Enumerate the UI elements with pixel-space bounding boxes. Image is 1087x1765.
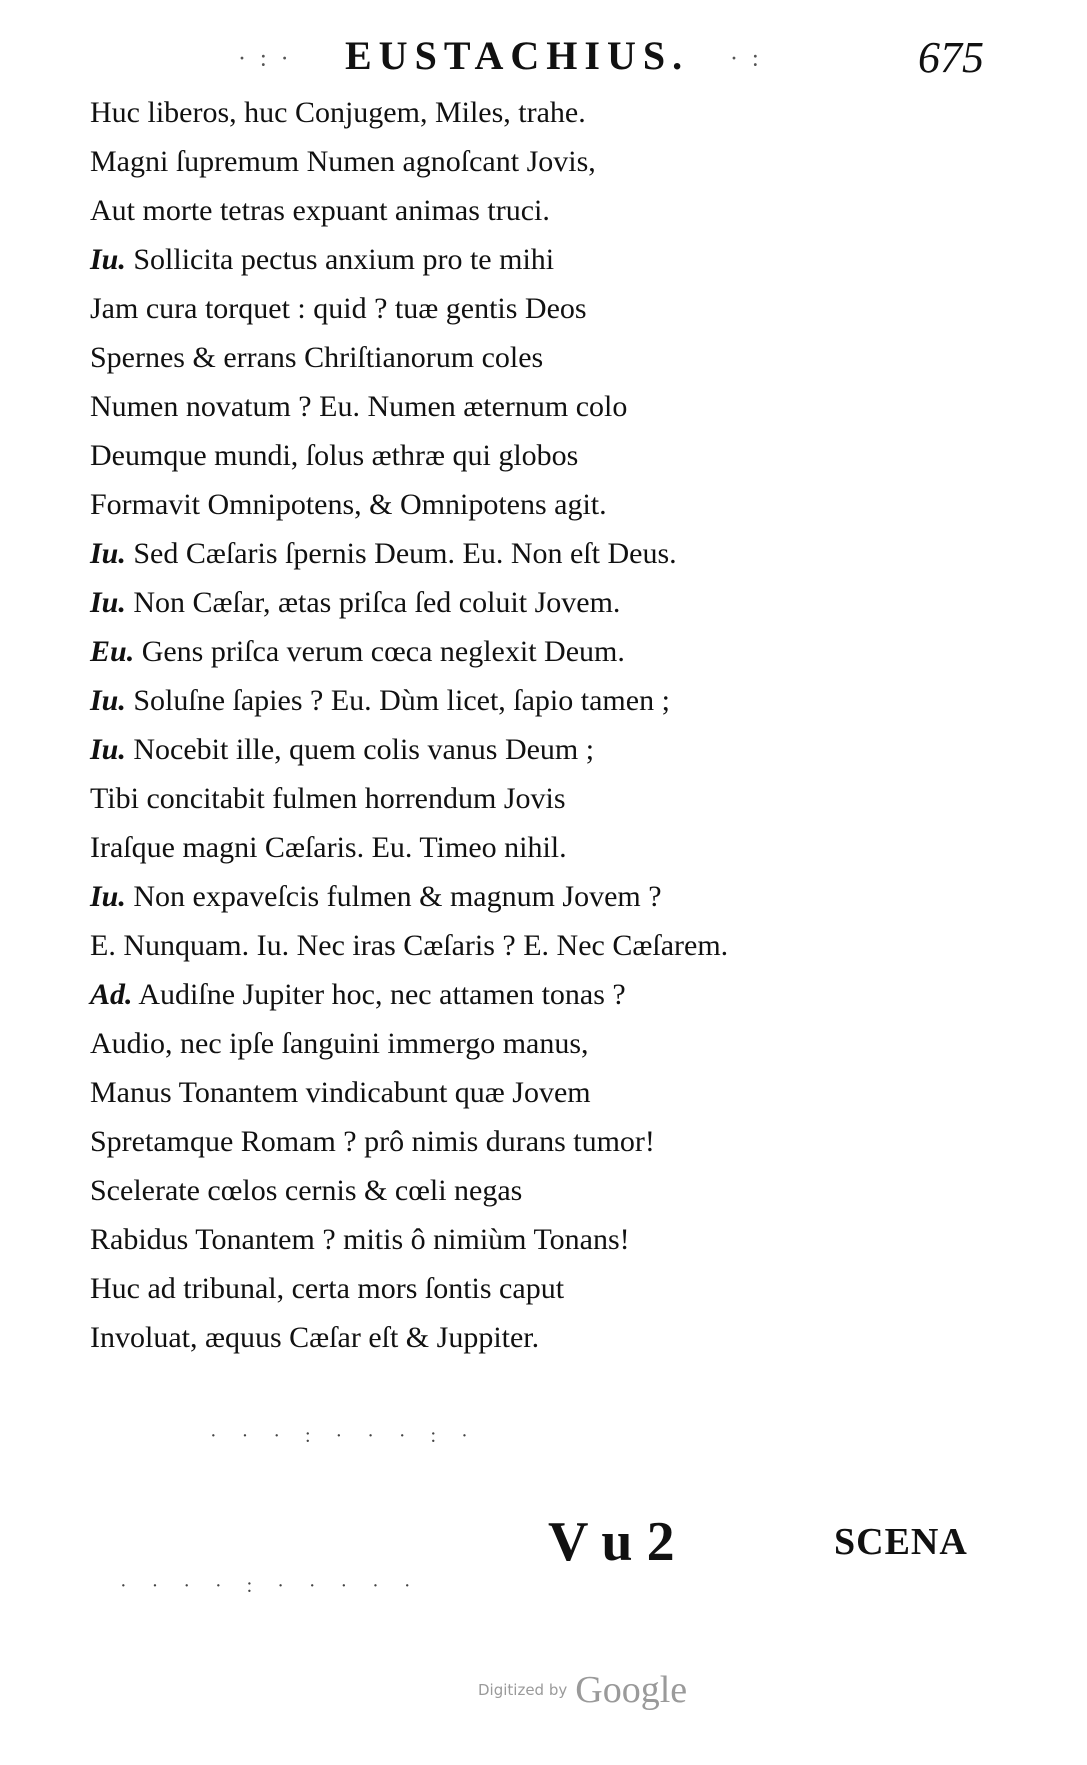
speaker-label: Iu.: [90, 880, 126, 913]
verse-line: [90, 1215, 1010, 1264]
line-text: Involuat, æquus Cæſar eſt & Juppiter.: [90, 1321, 540, 1354]
line-text: Formavit Omnipotens, & Omnipotens agit.: [90, 488, 607, 521]
line-text: Rabidus Tonantem ? mitis ô nimiùm Tonans!: [90, 1223, 630, 1256]
running-head: [0, 22, 1087, 82]
verse-line: [90, 1313, 1010, 1362]
speaker-label: Eu.: [90, 635, 135, 668]
line-text: Spernes & errans Chriſtianorum coles: [90, 341, 544, 374]
verse-text: [90, 88, 1010, 1362]
line-text: Gens priſca verum cœca neglexit Deum.: [141, 635, 625, 668]
line-text: Iraſque magni Cæſaris. Eu. Timeo nihil.: [90, 831, 567, 864]
verse-line: [90, 1166, 1010, 1215]
watermark-prefix: Digitized by: [478, 1681, 568, 1699]
verse-line: [90, 774, 1010, 823]
speaker-label: Iu.: [90, 684, 126, 717]
verse-line: [90, 333, 1010, 382]
speaker-label: Ad.: [90, 978, 133, 1011]
line-text: Audio, nec ipſe ſanguini immergo manus,: [90, 1027, 589, 1060]
line-text: Sollicita pectus anxium pro te mihi: [133, 243, 555, 276]
verse-line: [90, 186, 1010, 235]
line-text: Numen novatum ? Eu. Numen æternum colo: [90, 390, 628, 423]
verse-line: [90, 137, 1010, 186]
line-text: Huc ad tribunal, certa mors ſontis caput: [90, 1272, 565, 1305]
catchword: SCENA: [834, 1521, 968, 1563]
page-number: 675: [918, 33, 984, 82]
watermark-brand-logo: Google: [575, 1669, 688, 1711]
line-text: Spretamque Romam ? prô nimis durans tumor!: [90, 1125, 655, 1158]
verse-line: [90, 1019, 1010, 1068]
verse-line: [90, 382, 1010, 431]
line-text: Jam cura torquet : quid ? tuæ gentis Deos: [90, 292, 587, 325]
print-speckle: · :: [730, 46, 763, 72]
verse-line: [90, 970, 1010, 1019]
verse-line: [90, 725, 1010, 774]
print-speckle: · : ·: [238, 46, 293, 72]
line-text: Huc liberos, huc Conjugem, Miles, trahe.: [90, 96, 586, 129]
line-text: Scelerate cœlos cernis & cœli negas: [90, 1174, 523, 1207]
line-text: E. Nunquam. Iu. Nec iras Cæſaris ? E. Nec Cæſarem.: [90, 929, 729, 962]
verse-line: [90, 823, 1010, 872]
line-text: Aut morte tetras expuant animas truci.: [90, 194, 550, 227]
line-text: Audiſne Jupiter hoc, nec attamen tonas ?: [138, 978, 626, 1011]
running-title: EUSTACHIUS.: [345, 33, 690, 78]
line-text: Manus Tonantem vindicabunt quæ Jovem: [90, 1076, 591, 1109]
verse-line: [90, 88, 1010, 137]
speaker-label: Iu.: [90, 733, 126, 766]
verse-line: [90, 529, 1010, 578]
digitization-watermark: [478, 1668, 687, 1712]
verse-line: [90, 235, 1010, 284]
verse-line: [90, 1117, 1010, 1166]
line-text: Magni ſupremum Numen agnoſcant Jovis,: [90, 145, 596, 178]
page-footer: [0, 1510, 1087, 1580]
verse-line: [90, 1068, 1010, 1117]
line-text: Non Cæſar, ætas priſca ſed coluit Jovem.: [133, 586, 621, 619]
line-text: Nocebit ille, quem colis vanus Deum ;: [133, 733, 595, 766]
verse-line: [90, 872, 1010, 921]
print-speckle: · · · : · · · : ·: [210, 1425, 478, 1447]
verse-line: [90, 431, 1010, 480]
verse-line: [90, 676, 1010, 725]
verse-line: [90, 284, 1010, 333]
signature-mark: V u 2: [548, 1511, 675, 1573]
speaker-label: Iu.: [90, 243, 126, 276]
line-text: Non expaveſcis fulmen & magnum Jovem ?: [133, 880, 662, 913]
line-text: Tibi concitabit fulmen horrendum Jovis: [90, 782, 566, 815]
line-text: Sed Cæſaris ſpernis Deum. Eu. Non eſt Deus.: [133, 537, 677, 570]
speaker-label: Iu.: [90, 586, 126, 619]
verse-line: [90, 480, 1010, 529]
verse-line: [90, 921, 1010, 970]
verse-line: [90, 578, 1010, 627]
verse-line: [90, 627, 1010, 676]
speaker-label: Iu.: [90, 537, 126, 570]
verse-line: [90, 1264, 1010, 1313]
line-text: Soluſne ſapies ? Eu. Dùm licet, ſapio tamen ;: [133, 684, 670, 717]
line-text: Deumque mundi, ſolus æthræ qui globos: [90, 439, 579, 472]
print-speckle: · · · · : · · · · ·: [120, 1575, 421, 1597]
